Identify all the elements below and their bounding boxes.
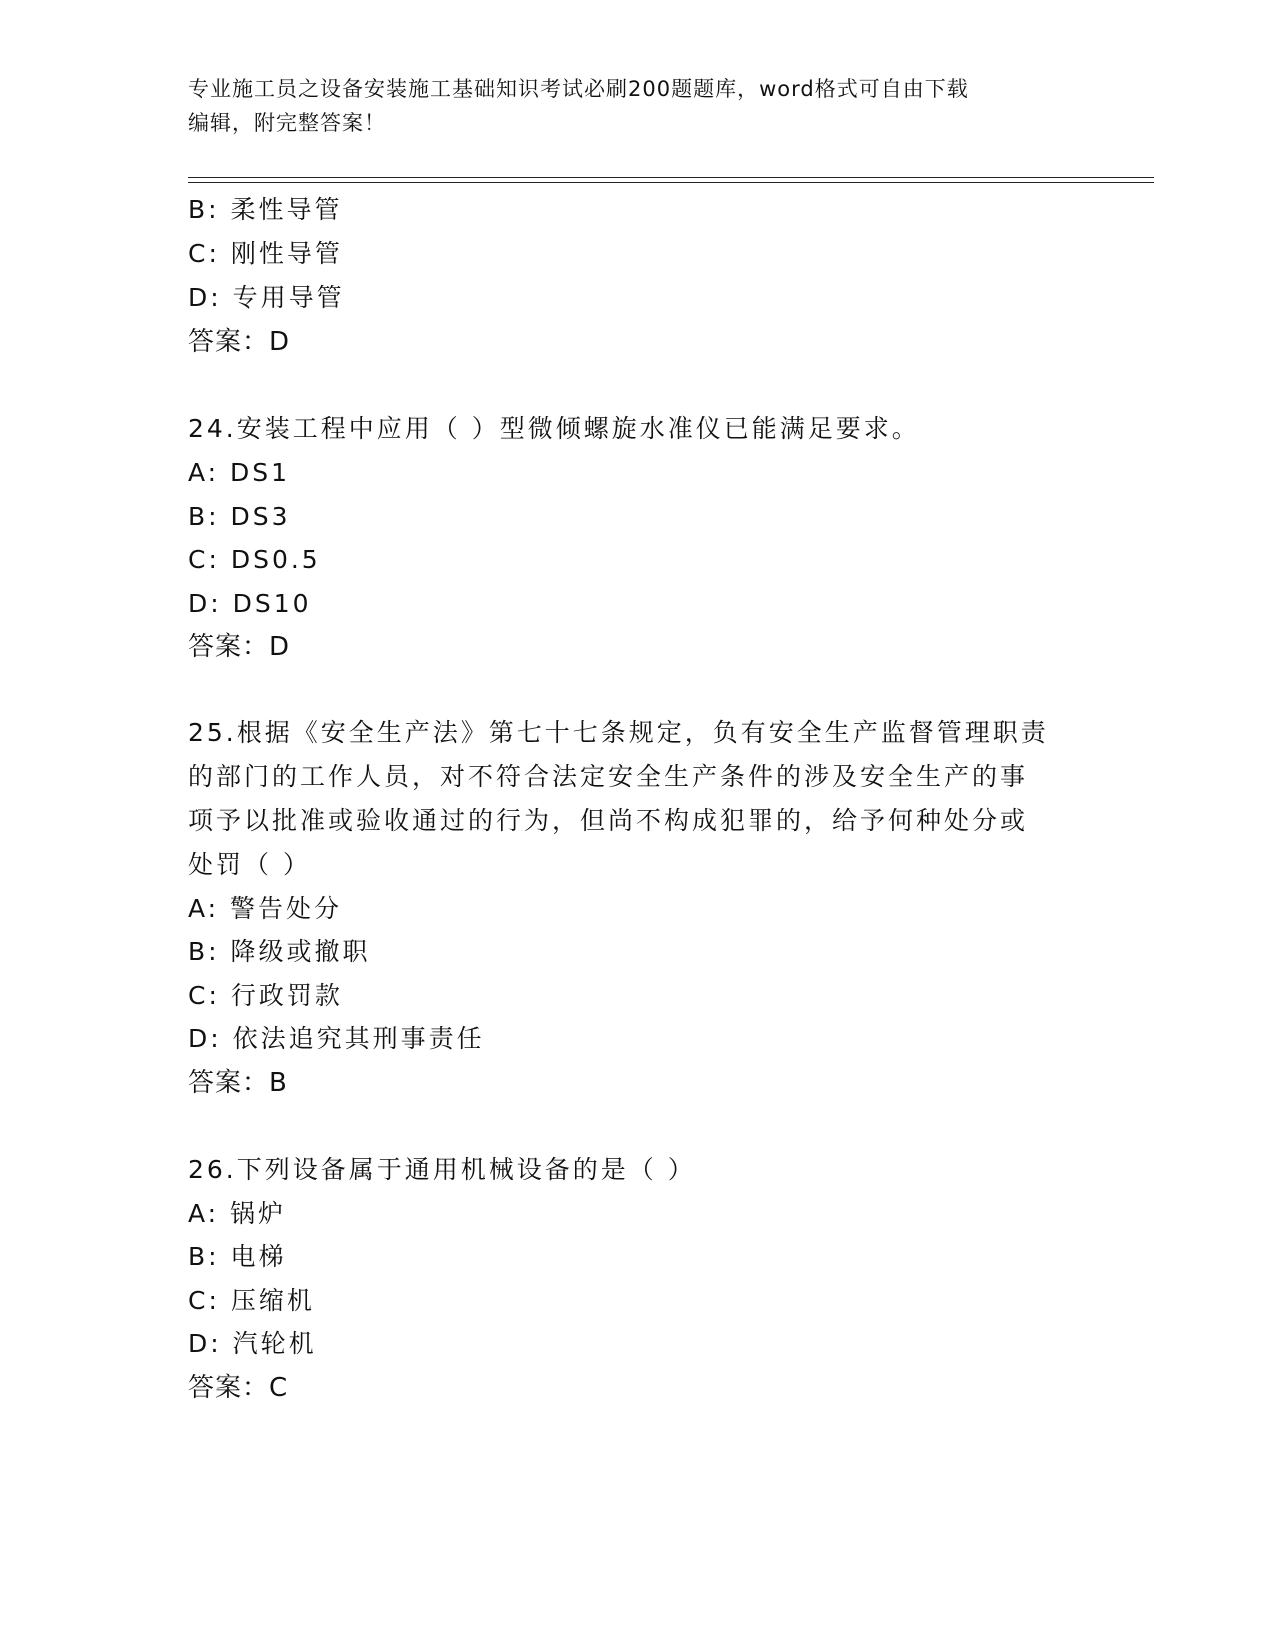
q25-stem-line-4: 处罚（ ） [188,850,311,879]
q25-option-b: B: 降级或撤职 [188,937,371,966]
q25-answer: 答案：B [188,1068,288,1098]
q26-option-b: B: 电梯 [188,1242,287,1271]
q26-option-a: A: 锅炉 [188,1199,287,1228]
header-title-line-1: 专业施工员之设备安装施工基础知识考试必刷200题题库，word格式可自由下载 [188,77,969,101]
q25-stem-line-2: 的部门的工作人员，对不符合法定安全生产条件的涉及安全生产的事 [188,762,1029,791]
q24-option-b: B: DS3 [188,502,291,531]
q25-option-c: C: 行政罚款 [188,981,343,1010]
q25-stem-line-3: 项予以批准或验收通过的行为，但尚不构成犯罪的，给予何种处分或 [188,806,1029,835]
q26-option-d: D: 汽轮机 [188,1329,317,1358]
q24-answer: 答案：D [188,632,291,662]
q24-stem: 24.安装工程中应用（ ）型微倾螺旋水准仪已能满足要求。 [188,414,920,443]
q23-option-d: D: 专用导管 [188,283,345,312]
q24-option-d: D: DS10 [188,589,312,618]
q25-option-a: A: 警告处分 [188,894,343,923]
header-title-line-2: 编辑，附完整答案！ [188,111,386,135]
q24-option-a: A: DS1 [188,458,291,487]
q23-option-b: B: 柔性导管 [188,195,343,224]
header-divider-bottom [188,182,1154,183]
header-divider-top [188,177,1154,178]
q26-option-c: C: 压缩机 [188,1286,315,1315]
q25-option-d: D: 依法追究其刑事责任 [188,1024,485,1053]
q26-stem: 26.下列设备属于通用机械设备的是（ ） [188,1155,696,1184]
q23-option-c: C: 刚性导管 [188,239,343,268]
q25-stem-line-1: 25.根据《安全生产法》第七十七条规定，负有安全生产监督管理职责 [188,718,1049,747]
q24-option-c: C: DS0.5 [188,545,321,574]
q23-answer: 答案：D [188,327,291,357]
q26-answer: 答案：C [188,1373,289,1403]
document-header [188,72,1068,140]
